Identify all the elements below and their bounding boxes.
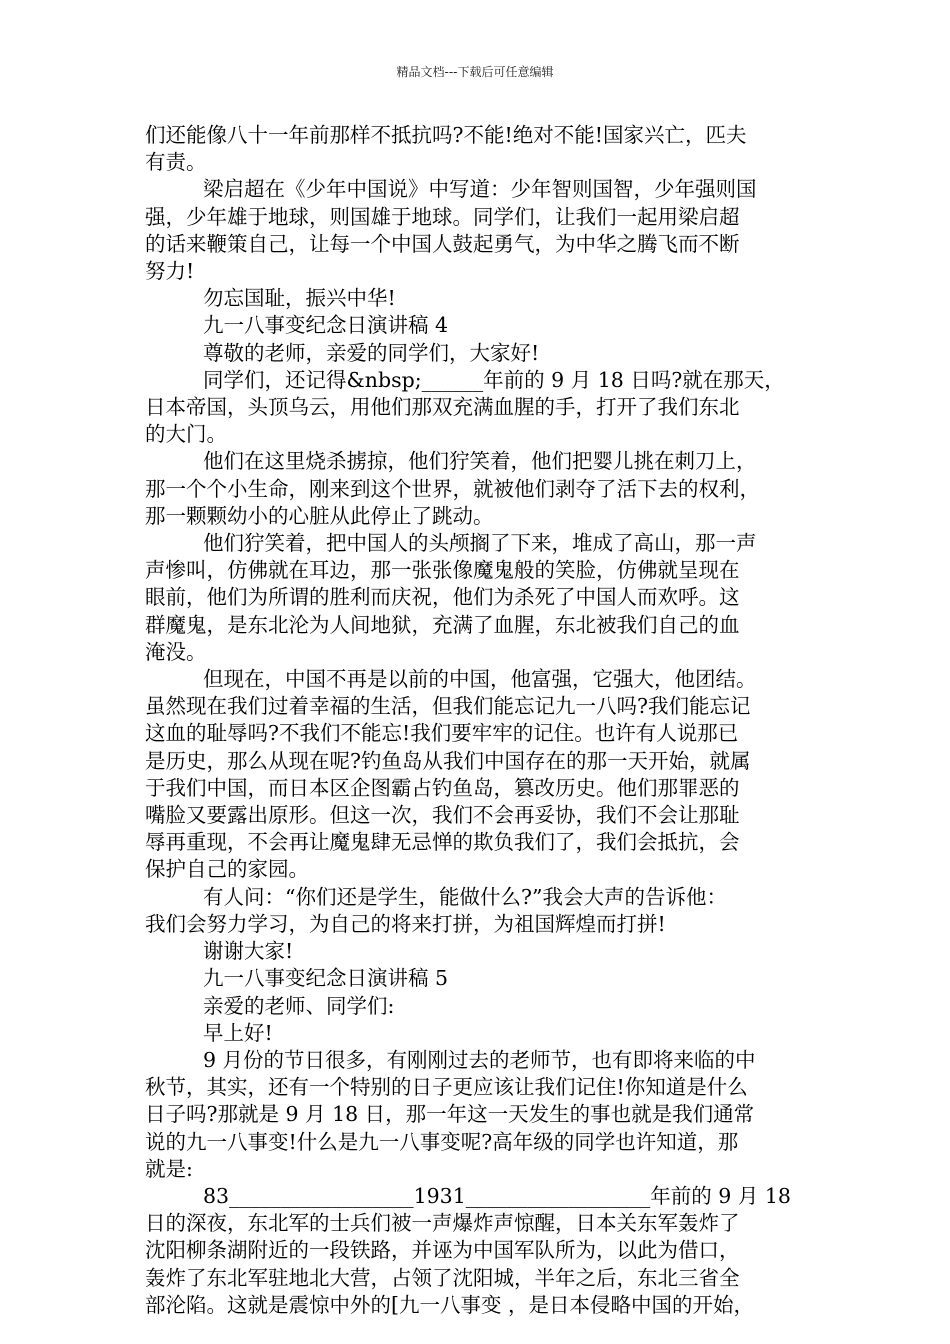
text-line: 眼前，他们为所谓的胜利而庆祝，他们为杀死了中国人而欢呼。这: [145, 585, 740, 610]
text-line: 有人问：“你们还是学生，能做什么?”我会大声的告诉他：: [203, 884, 727, 909]
text-line: 同学们，还记得&nbsp;______年前的 9 月 18 日吗?就在那天，: [203, 367, 785, 392]
text-line: 秋节，其实，还有一个特别的日子更应该让我们记住!你知道是什么: [145, 1075, 748, 1100]
text-line: 我们会努力学习，为自己的将来打拼，为祖国辉煌而打拼!: [145, 911, 666, 936]
text-line: 他们在这里烧杀掳掠，他们狞笑着，他们把婴儿挑在刺刀上，: [203, 449, 757, 474]
text-line: 辱再重现，不会再让魔鬼肆无忌惮的欺负我们了，我们会抵抗，会: [145, 830, 740, 855]
text-line: 说的九一八事变!什么是九一八事变呢?高年级的同学也许知道，那: [145, 1129, 739, 1154]
text-line: 轰炸了东北军驻地北大营，占领了沈阳城，半年之后，东北三省全: [145, 1265, 740, 1290]
text-line: 日子吗?那就是 9 月 18 日，那一年这一天发生的事也就是我们通常: [145, 1102, 755, 1127]
text-line: 但现在，中国不再是以前的中国，他富强，它强大，他团结。: [203, 667, 757, 692]
text-line: 那一颗颗幼小的心脏从此停止了跳动。: [145, 503, 494, 528]
text-line: 这血的耻辱吗?不我们不能忘!我们要牢牢的记住。也许有人说那已: [145, 721, 739, 746]
text-line: 的大门。: [145, 422, 227, 447]
text-line: 早上好!: [203, 1020, 273, 1045]
text-line: 梁启超在《少年中国说》中写道：少年智则国智，少年强则国: [203, 177, 757, 202]
text-line: 83__________________1931__________________年前的 9 月 18: [203, 1183, 791, 1208]
document-body: [145, 122, 825, 1319]
text-line: 9 月份的节日很多，有刚刚过去的老师节，也有即将来临的中: [203, 1047, 756, 1072]
text-line: 尊敬的老师，亲爱的同学们，大家好!: [203, 340, 540, 365]
text-line: 嘴脸又要露出原形。但这一次，我们不会再妥协，我们不会让那耻: [145, 803, 740, 828]
text-line: 沈阳柳条湖附近的一段铁路，并诬为中国军队所为，以此为借口，: [145, 1238, 740, 1263]
text-line: 谢谢大家!: [203, 939, 294, 964]
text-line: 保护自己的家园。: [145, 857, 309, 882]
text-line: 就是:: [145, 1156, 193, 1181]
text-line: 淹没。: [145, 639, 207, 664]
text-line: 努力!: [145, 259, 195, 284]
text-line: 日的深夜，东北军的士兵们被一声爆炸声惊醒，日本关东军轰炸了: [145, 1211, 740, 1236]
section-heading: 九一八事变纪念日演讲稿 4: [203, 313, 449, 338]
text-line: 那一个个小生命，刚来到这个世界，就被他们剥夺了活下去的权利，: [145, 476, 760, 501]
text-line: 声惨叫，仿佛就在耳边，那一张张像魔鬼般的笑脸，仿佛就呈现在: [145, 558, 740, 583]
text-line: 他们狞笑着，把中国人的头颅搁了下来，堆成了高山，那一声: [203, 531, 757, 556]
text-line: 群魔鬼，是东北沦为人间地狱，充满了血腥，东北被我们自己的血: [145, 612, 740, 637]
text-line: 日本帝国，头顶乌云，用他们那双充满血腥的手，打开了我们东北: [145, 395, 740, 420]
text-line: 有责。: [145, 150, 207, 175]
page-header: 精品文档---下载后可任意编辑: [396, 65, 554, 79]
text-line: 强，少年雄于地球，则国雄于地球。同学们，让我们一起用梁启超: [145, 204, 740, 229]
text-line: 部沦陷。这就是震惊中外的[九一八事变 ，是日本侵略中国的开始，: [145, 1292, 755, 1317]
text-line: 虽然现在我们过着幸福的生活，但我们能忘记九一八吗?我们能忘记: [145, 694, 751, 719]
text-line: 的话来鞭策自己，让每一个中国人鼓起勇气，为中华之腾飞而不断: [145, 231, 740, 256]
text-line: 是历史，那么从现在呢?钓鱼岛从我们中国存在的那一天开始，就属: [145, 748, 751, 773]
text-line: 于我们中国，而日本区企图霸占钓鱼岛，篡改历史。他们那罪恶的: [145, 775, 740, 800]
text-line: 亲爱的老师、同学们:: [203, 993, 395, 1018]
section-heading: 九一八事变纪念日演讲稿 5: [203, 966, 449, 991]
text-line: 们还能像八十一年前那样不抵抗吗?不能!绝对不能!国家兴亡，匹夫: [145, 123, 747, 147]
text-line: 勿忘国耻，振兴中华!: [203, 286, 396, 311]
